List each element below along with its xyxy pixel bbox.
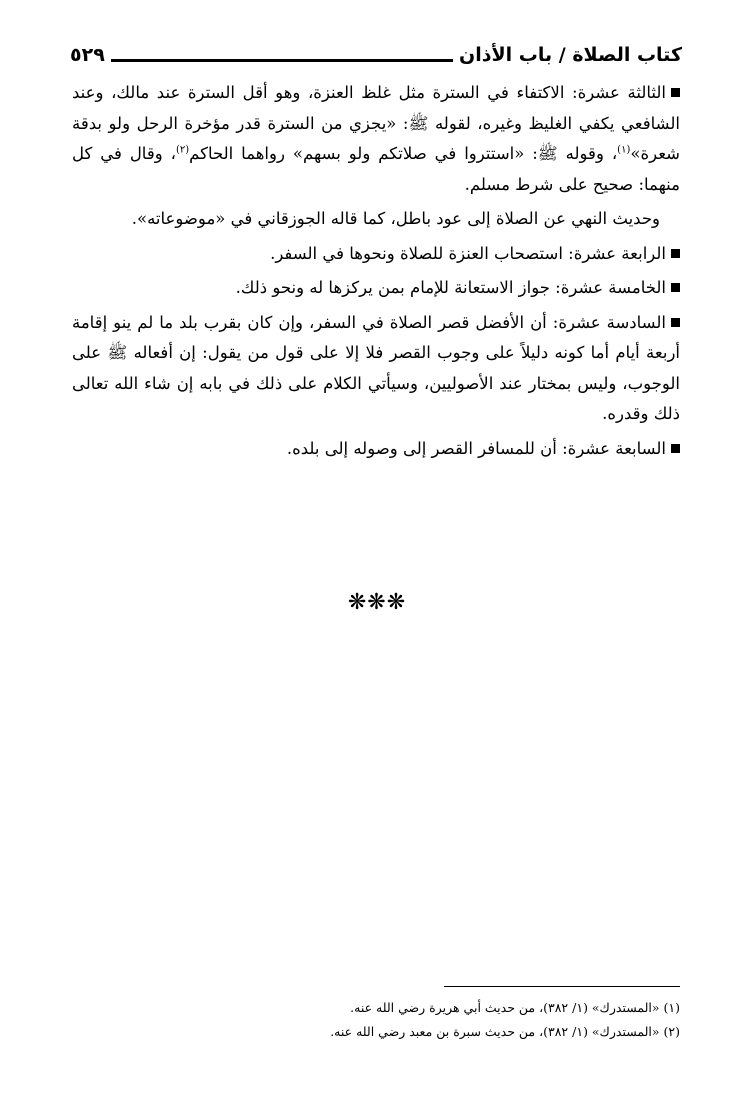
paragraph-text: وحديث النهي عن الصلاة إلى عود باطل، كما قاله الجوزقاني في «موضوعاته». [131,209,660,228]
page-number: ٥٢٩ [70,44,105,66]
paragraph-text: السادسة عشرة: أن الأفضل قصر الصلاة في السفر، وإن كان بقرب بلد ما لم ينو إقامة أربعة أيام أما كونه دليلاً على وجوب القصر فلا إلا على قول من يقول: إن أفعاله ﷺ على الوجوب، وليس بمختار عند الأصوليين، وسيأتي الكلام على ذلك في بابه إن شاء الله تعالى ذلك وقدره. [72,312,680,423]
footnote-1: (١) «المستدرك» (١/ ٣٨٢)، من حديث أبي هريرة رضي الله عنه. [350,1000,680,1015]
running-header [70,36,682,66]
footnote-rule [444,986,680,987]
paragraph-13 [72,78,680,200]
footnote-2: (٢) «المستدرك» (١/ ٣٨٢)، من حديث سبرة بن معبد رضي الله عنه. [330,1024,680,1039]
header-rule [111,59,453,62]
paragraph-text: الرابعة عشرة: استصحاب العنزة للصلاة ونحوها في السفر. [270,243,666,263]
section-ornament: ❋❋❋ [347,590,407,615]
paragraph-text: الثالثة عشرة: الاكتفاء في السترة مثل غلظ العنزة، وهو أقل السترة عند مالك، وعند الشافعي يكفي الغليظ وغيره، لقوله ﷺ: «يجزي من السترة قدر مؤخرة الرحل ولو بدقة شعرة» [72,83,680,163]
footnote-ref-2: (٢) [175,144,190,156]
paragraph-text: الخامسة عشرة: جواز الاستعانة للإمام بمن يركزها له ونحو ذلك. [235,278,666,297]
paragraph-text: السابعة عشرة: أن للمسافر القصر إلى وصوله إلى بلده. [286,438,666,458]
paragraph-text: ، وقال في كل منهما: صحيح على شرط مسلم. [72,144,680,194]
square-bullet-icon [671,283,680,292]
main-text [72,78,680,468]
square-bullet-icon [671,88,680,97]
header-title: كتاب الصلاة / باب الأذان [459,44,682,66]
paragraph-17 [72,434,680,465]
paragraph-14 [72,239,680,270]
paragraph-text: ، وقوله ﷺ: «استتروا في صلاتكم ولو بسهم» رواهما الحاكم [189,144,618,163]
square-bullet-icon [671,249,680,258]
square-bullet-icon [671,444,680,453]
square-bullet-icon [671,318,680,327]
paragraph-16 [72,308,680,430]
paragraph-15 [72,273,680,304]
paragraph-continuation [72,204,680,235]
footnotes [72,996,680,1044]
footnote-ref-1: (١) [617,144,631,156]
